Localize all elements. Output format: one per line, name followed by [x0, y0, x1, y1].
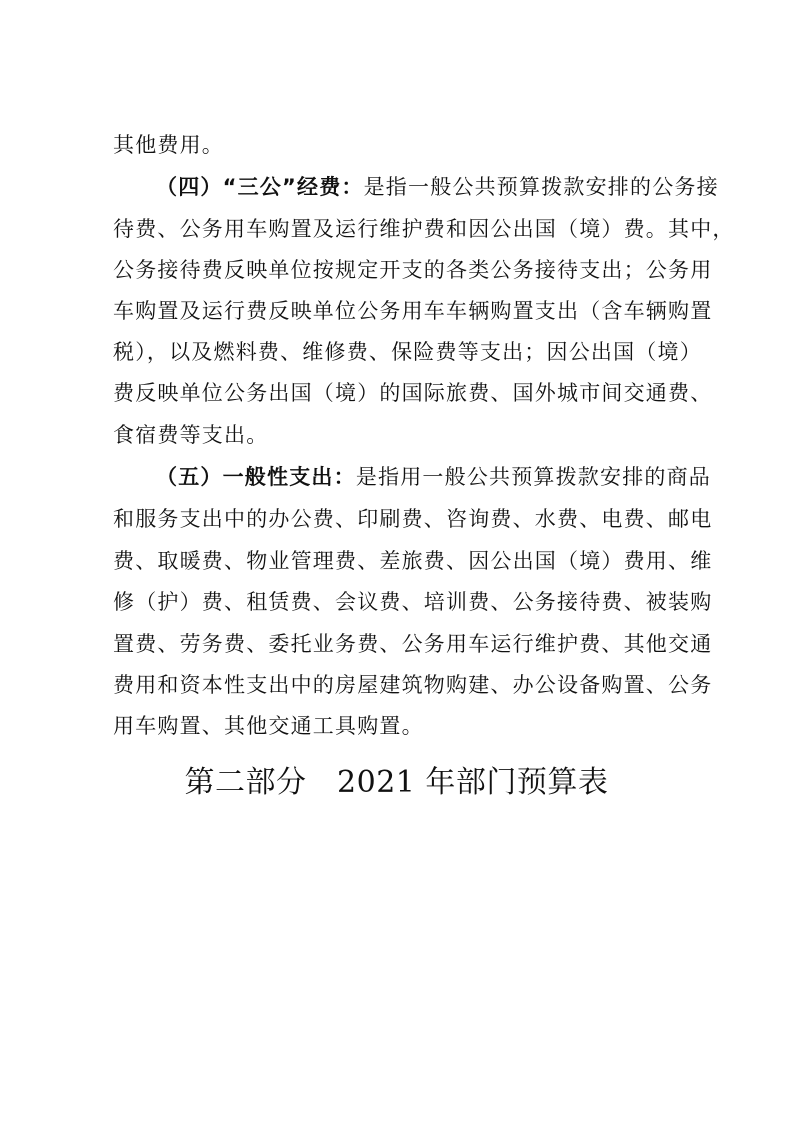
text-line: 费反映单位公务出国（境）的国际旅费、国外城市间交通费、 [113, 381, 713, 405]
text-line: 车购置及运行费反映单位公务用车车辆购置支出（含车辆购置 [113, 299, 713, 323]
paragraph-first-line [156, 467, 711, 488]
section-heading: （五）一般性支出： [156, 465, 356, 489]
paragraph-first-line [156, 177, 719, 198]
text-line: 用车购置、其他交通工具购置。 [113, 714, 424, 738]
text-line: 修（护）费、租赁费、会议费、培训费、公务接待费、被装购 [113, 590, 713, 614]
text-line: 税），以及燃料费、维修费、保险费等支出；因公出国（境） [113, 340, 702, 364]
paragraph-text: 是指一般公共预算拨款安排的公务接 [363, 175, 719, 199]
paragraph-text: 是指用一般公共预算拨款安排的商品 [355, 465, 712, 489]
text-line: 置费、劳务费、委托业务费、公务用车运行维护费、其他交通 [113, 632, 713, 656]
part-title: 第二部分 2021 年部门预算表 [184, 765, 609, 800]
text-line: 待费、公务用车购置及运行维护费和因公出国（境）费。其中， [113, 217, 735, 241]
text-line: 费、取暖费、物业管理费、差旅费、因公出国（境）费用、维 [113, 549, 713, 573]
text-line: 食宿费等支出。 [113, 423, 269, 447]
text-line: 和服务支出中的办公费、印刷费、咨询费、水费、电费、邮电 [113, 507, 713, 531]
text-line: 公务接待费反映单位按规定开支的各类公务接待支出；公务用 [113, 258, 713, 282]
text-line: 费用和资本性支出中的房屋建筑物购建、办公设备购置、公务 [113, 673, 713, 697]
text-line: 其他费用。 [113, 133, 224, 157]
section-heading: （四）“三公”经费： [156, 175, 364, 199]
